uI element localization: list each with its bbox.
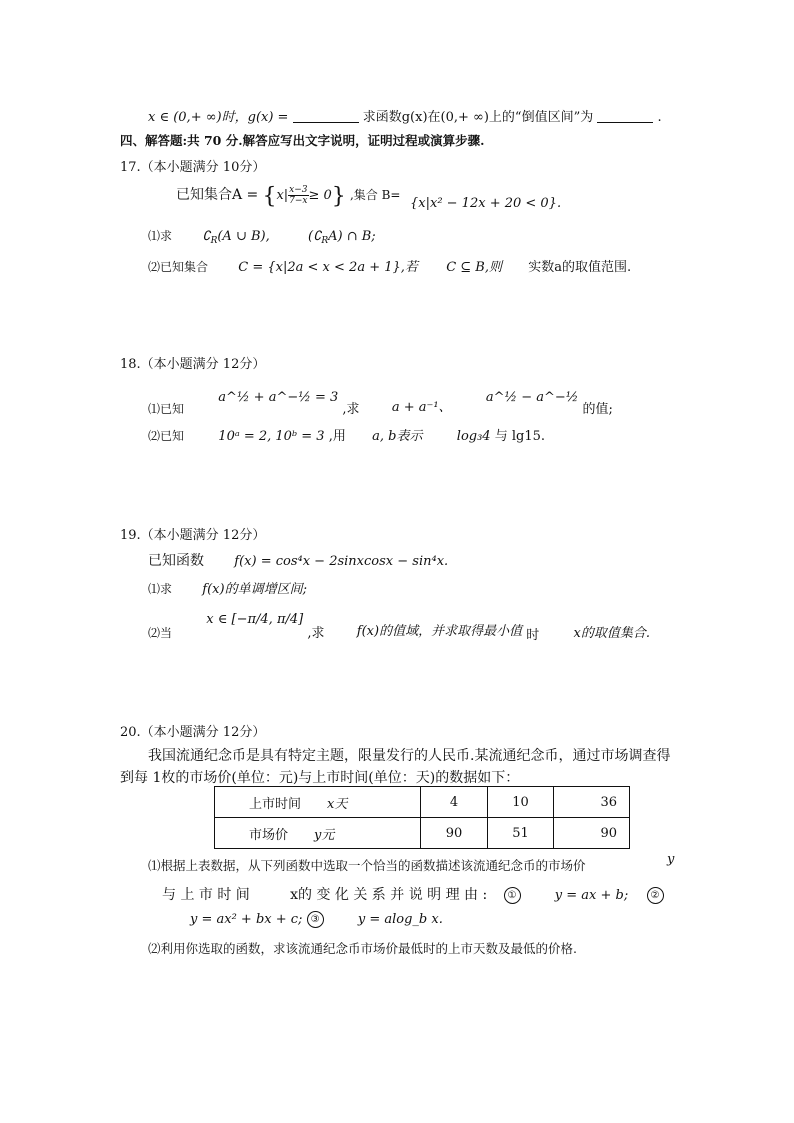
q20-p1-line2: 与 上 市 时 间 bbox=[162, 887, 250, 903]
q17-header: 17.（本小题满分 10分） bbox=[120, 160, 266, 175]
q20-data-table bbox=[214, 786, 630, 849]
q18-p2-label: ⑵已知 bbox=[148, 429, 185, 443]
q17-p2-label: ⑵已知集合 bbox=[148, 260, 209, 274]
q19-p2-range: x ∈ [−π/4, π/4] bbox=[206, 612, 304, 627]
table-cell: 10 bbox=[488, 787, 554, 818]
q17-part2 bbox=[148, 256, 631, 275]
q17-set-a-start: x| bbox=[276, 188, 289, 203]
q20-opt3: y = alog_b x. bbox=[357, 912, 443, 927]
q18-p2-expr: 10ᵃ = 2, 10ᵇ = 3 bbox=[218, 429, 325, 444]
q20-opt2: y = ax² + bx + c; bbox=[190, 912, 303, 927]
q17-frac-num: x−3 bbox=[289, 185, 308, 195]
top-line bbox=[148, 106, 662, 125]
q18-p2-log: log₃4 bbox=[456, 429, 491, 444]
q17-p1-b: (∁ bbox=[308, 229, 322, 244]
top-line-end: . bbox=[657, 110, 662, 125]
table-cell: 90 bbox=[421, 818, 488, 849]
table-cell: 51 bbox=[488, 818, 554, 849]
q17-fraction bbox=[288, 185, 308, 206]
table-cell-label: 市场价 y元 bbox=[215, 818, 421, 849]
q20-header: 20.（本小题满分 12分） bbox=[120, 725, 266, 740]
q17-given: 已知集合A = bbox=[176, 187, 259, 203]
q18-part2 bbox=[148, 425, 545, 444]
q19-p1-text: f(x)的单调增区间; bbox=[202, 582, 307, 597]
q17-p1-label: ⑴求 bbox=[148, 229, 173, 243]
q20-part1-line2 bbox=[162, 884, 664, 904]
q19-given: 已知函数 bbox=[148, 553, 204, 569]
q20-intro-2: 到每 1枚的市场价(单位：元)与上市时间(单位：天)的数据如下： bbox=[120, 770, 520, 786]
option-1-marker: ① bbox=[504, 887, 521, 904]
table-cell: 90 bbox=[554, 818, 630, 849]
q19-given-line bbox=[148, 550, 448, 570]
table-row bbox=[215, 787, 630, 818]
option-2-marker: ② bbox=[647, 887, 664, 904]
q20-options-line bbox=[190, 911, 443, 928]
table-cell: 36 bbox=[554, 787, 630, 818]
option-3-marker: ③ bbox=[307, 911, 324, 928]
q19-part2 bbox=[148, 608, 650, 643]
table-cell-label: 上市时间 x天 bbox=[215, 787, 421, 818]
q20-opt1: y = ax + b; bbox=[554, 888, 629, 903]
q19-p2-label: ⑵当 bbox=[148, 626, 173, 640]
q17-frac-den: 7−x bbox=[289, 196, 308, 206]
q19-header: 19.（本小题满分 12分） bbox=[120, 528, 266, 543]
q18-p2-ab: a, b表示 bbox=[372, 429, 423, 444]
q18-p1-e2: a + a⁻¹、 bbox=[391, 400, 452, 415]
q20-p1-x: x的 变 化 关 系 并 说 明 理 由 : bbox=[290, 887, 488, 903]
q18-p2-end: 与 lg15. bbox=[494, 429, 546, 444]
q17-set-b-label: ,集合 B= bbox=[349, 188, 401, 202]
q19-part1 bbox=[148, 578, 307, 597]
q18-p1-qiu: ,求 bbox=[342, 402, 360, 417]
q19-p2-end: x的取值集合. bbox=[573, 626, 650, 641]
q17-given-line: 已知集合A = {x| $\frac{x-3}{7-x}$ ≥ 0} ,集合 B= bbox=[176, 184, 401, 209]
table-row bbox=[215, 818, 630, 849]
q18-p1-e3: a^½ − a^−½ bbox=[485, 390, 579, 405]
q19-p2-shi: 时 bbox=[526, 628, 540, 643]
q17-p1-a: ∁ bbox=[202, 229, 211, 244]
q19-func: f(x) = cos⁴x − 2sinxcosx − sin⁴x. bbox=[234, 554, 449, 569]
q20-intro-1: 我国流通纪念币是具有特定主题，限量发行的人民币.某流通纪念币，通过市场调查得 bbox=[148, 748, 671, 764]
q20-p1-y: y bbox=[667, 852, 675, 867]
q18-p2-yong: ,用 bbox=[328, 429, 346, 444]
q20-part2: ⑵利用你选取的函数，求该流通纪念币市场价最低时的上市天数及最低的价格. bbox=[148, 941, 577, 956]
q18-part1 bbox=[148, 386, 613, 417]
q17-p2-set: C = {x|2a < x < 2a + 1},若 bbox=[238, 260, 418, 275]
q17-set-a-end: ≥ 0 bbox=[308, 188, 332, 203]
q19-p2-text: f(x)的值域，并求取得最小值 bbox=[356, 624, 523, 639]
q19-p2-qiu: ,求 bbox=[307, 626, 325, 641]
top-line-prefix: x ∈ (0,+ ∞)时，g(x) = bbox=[148, 110, 289, 125]
top-line-mid: 求函数g(x)在(0,+ ∞)上的“倒值区间”为 bbox=[362, 110, 594, 125]
q18-p1-end: 的值; bbox=[582, 402, 613, 417]
q19-p1-label: ⑴求 bbox=[148, 582, 173, 596]
answer-blank-1 bbox=[293, 110, 359, 123]
q18-header: 18.（本小题满分 12分） bbox=[120, 357, 266, 372]
q18-p1-expr: a^½ + a^−½ = 3 bbox=[218, 390, 339, 405]
answer-blank-2 bbox=[597, 110, 653, 123]
q20-p1-line1: ⑴根据上表数据，从下列函数中选取一个恰当的函数描述该流通纪念币的市场价 bbox=[148, 858, 586, 873]
section-four-heading: 四、解答题:共 70 分.解答应写出文字说明，证明过程或演算步骤. bbox=[120, 133, 485, 148]
q17-set-b: {x|x² − 12x + 20 < 0}. bbox=[410, 196, 562, 211]
q18-p1-label: ⑴已知 bbox=[148, 402, 185, 416]
q17-part1: ⑴求 $∁_R(A$ ∪ B), $(∁_RA)$ ∩ B; bbox=[148, 229, 376, 246]
q20-part1-line1 bbox=[148, 856, 586, 874]
table-cell: 4 bbox=[421, 787, 488, 818]
q17-p2-end: 实数a的取值范围. bbox=[528, 260, 632, 275]
q17-p2-sub: C ⊆ B,则 bbox=[446, 260, 502, 275]
